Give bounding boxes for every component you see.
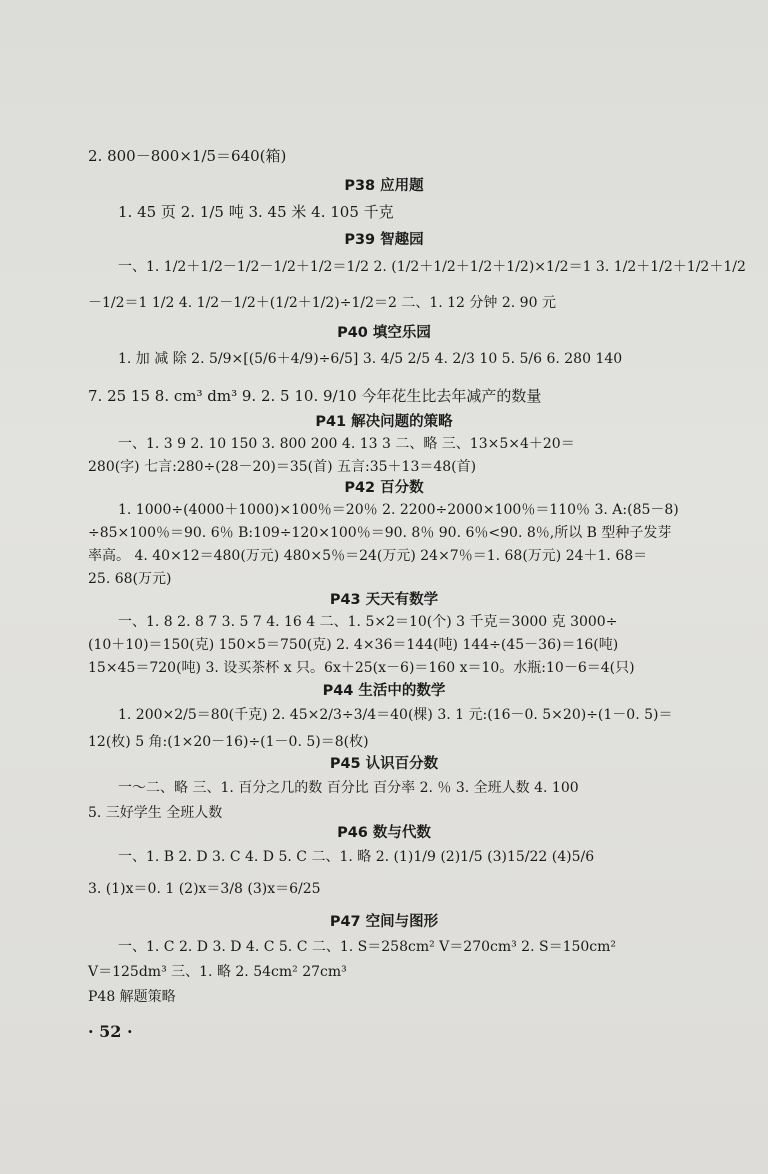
answer-line: 1. 加 减 除 2. 5/9×[(5/6＋4/9)÷6/5] 3. 4/5 2/5 4. 2/3 10 5. 5/6 6. 280 140 (118, 351, 623, 367)
answer-line: 7. 25 15 8. cm³ dm³ 9. 2. 5 10. 9/10 今年花生比去年减产的数量 (88, 387, 542, 405)
section-heading: P40 填空乐园 (337, 325, 431, 341)
answer-line: 5. 三好学生 全班人数 (88, 805, 223, 821)
section-heading: P42 百分数 (344, 480, 424, 496)
answer-line: －1/2＝1 1/2 4. 1/2－1/2＋(1/2＋1/2)÷1/2＝2 二、1. 12 分钟 2. 90 元 (88, 295, 556, 311)
answer-line: 一、1. C 2. D 3. D 4. C 5. C 二、1. S＝258cm² V＝270cm³ 2. S＝150cm² (118, 939, 617, 955)
answer-line: 一、1. B 2. D 3. C 4. D 5. C 二、1. 略 2. (1)1/9 (2)1/5 (3)15/22 (4)5/6 (118, 849, 595, 865)
answer-line: 率高。 4. 40×12＝480(万元) 480×5％＝24(万元) 24×7％＝1. 68(万元) 24＋1. 68＝ (88, 548, 648, 564)
answer-line: 1. 45 页 2. 1/5 吨 3. 45 米 4. 105 千克 (118, 203, 394, 221)
answer-line: 15×45＝720(吨) 3. 设买茶杯 x 只。6x＋25(x－6)＝160 x＝10。水瓶:10－6＝4(只) (88, 660, 635, 676)
answer-line: 一、1. 1/2＋1/2－1/2－1/2＋1/2＝1/2 2. (1/2＋1/2＋1/2＋1/2)×1/2＝1 3. 1/2＋1/2＋1/2＋1/2 (118, 259, 746, 275)
answer-line: P48 解题策略 (88, 989, 176, 1005)
answer-line: V＝125dm³ 三、1. 略 2. 54cm² 27cm³ (88, 964, 347, 980)
page-number: · 52 · (88, 1022, 133, 1041)
answer-line: ÷85×100％＝90. 6％ B:109÷120×100％＝90. 8％ 90. 6％<90. 8％,所以 B 型种子发芽 (88, 525, 672, 541)
answer-line: 280(字) 七言:280÷(28－20)＝35(首) 五言:35＋13＝48(首) (88, 459, 477, 475)
answer-line: 3. (1)x＝0. 1 (2)x＝3/8 (3)x＝6/25 (88, 881, 321, 897)
answer-line: 1. 200×2/5＝80(千克) 2. 45×2/3÷3/4＝40(棵) 3. 1 元:(16－0. 5×20)÷(1－0. 5)＝ (118, 707, 673, 723)
section-heading: P41 解决问题的策略 (315, 414, 453, 430)
section-heading: P46 数与代数 (337, 825, 431, 841)
section-heading: P44 生活中的数学 (322, 683, 446, 699)
section-heading: P47 空间与图形 (329, 914, 439, 930)
answer-line: 2. 800－800×1/5＝640(箱) (88, 147, 287, 165)
answer-line: 12(枚) 5 角:(1×20－16)÷(1－0. 5)＝8(枚) (88, 734, 369, 750)
answer-line: 一、1. 3 9 2. 10 150 3. 800 200 4. 13 3 二、略 三、13×5×4＋20＝ (118, 436, 575, 452)
answer-line: (10＋10)＝150(克) 150×5＝750(克) 2. 4×36＝144(吨) 144÷(45－36)＝16(吨) (88, 637, 619, 653)
section-heading: P43 天天有数学 (329, 592, 439, 608)
answer-line: 25. 68(万元) (88, 571, 172, 587)
section-heading: P39 智趣园 (344, 232, 424, 248)
answer-line: 一、1. 8 2. 8 7 3. 5 7 4. 16 4 二、1. 5×2＝10(个) 3 千克＝3000 克 3000÷ (118, 614, 618, 630)
answer-line: 一～二、略 三、1. 百分之几的数 百分比 百分率 2. ％ 3. 全班人数 4. 100 (118, 780, 579, 796)
section-heading: P38 应用题 (344, 178, 424, 194)
answer-line: 1. 1000÷(4000＋1000)×100％＝20％ 2. 2200÷2000×100％＝110％ 3. A:(85－8) (118, 502, 679, 518)
section-heading: P45 认识百分数 (329, 756, 439, 772)
